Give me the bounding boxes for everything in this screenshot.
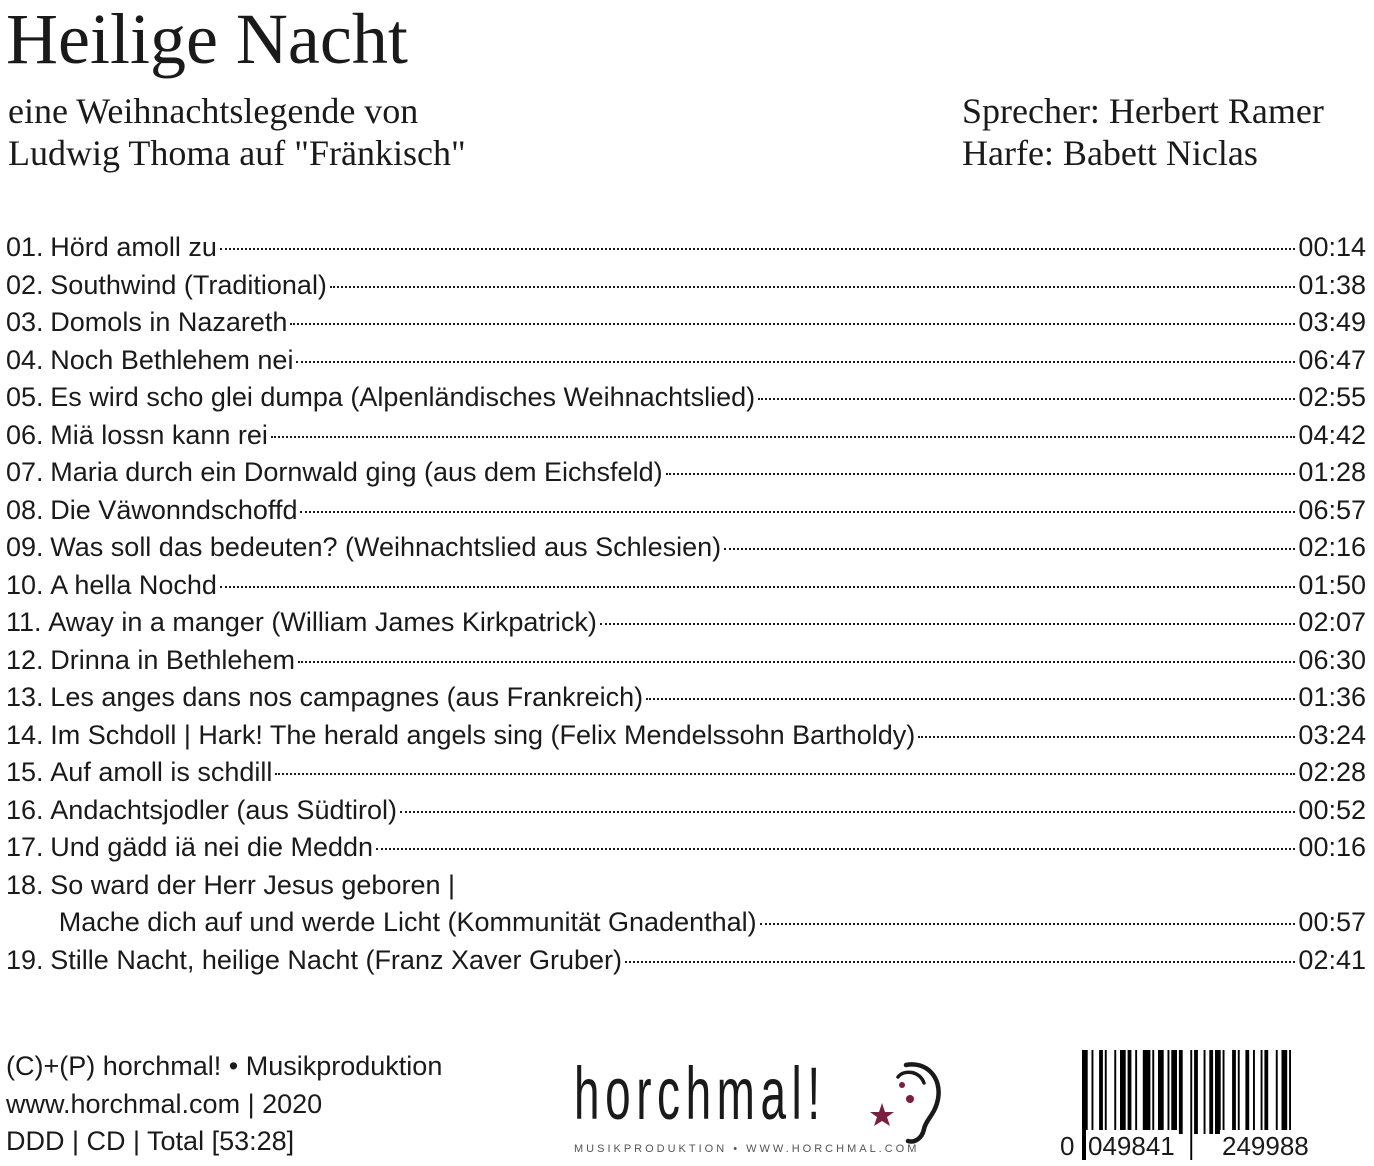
track-number: 15. bbox=[6, 757, 44, 787]
track-row bbox=[6, 267, 1366, 305]
dot-leader bbox=[330, 286, 1295, 288]
track-number: 19. bbox=[6, 944, 44, 975]
barcode-bar bbox=[1204, 1050, 1206, 1134]
barcode-bar bbox=[1264, 1050, 1268, 1134]
track-row bbox=[6, 417, 1366, 455]
track-row bbox=[6, 529, 1366, 567]
track-row bbox=[6, 229, 1366, 267]
track-number: 14. bbox=[6, 719, 44, 750]
track-duration: 03:49 bbox=[1298, 307, 1366, 337]
dot-leader bbox=[290, 323, 1295, 325]
barcode-bar bbox=[1282, 1050, 1288, 1134]
dot-leader bbox=[758, 398, 1295, 400]
track-row bbox=[6, 342, 1366, 380]
logo-wordmark: horchmal! bbox=[574, 1052, 826, 1135]
dot-leader bbox=[298, 661, 1295, 663]
barcode-bar bbox=[1168, 1050, 1170, 1134]
barcode-bar bbox=[1092, 1050, 1094, 1134]
track-row bbox=[6, 642, 1366, 680]
barcode-bar bbox=[1261, 1050, 1263, 1134]
track-number: 09. bbox=[6, 532, 44, 562]
track-number: 08. bbox=[6, 494, 44, 525]
track-title: Stille Nacht, heilige Nacht (Franz Xaver Gruber) bbox=[50, 944, 623, 975]
track-title: Maria durch ein Dornwald ging (aus dem Eichsfeld) bbox=[50, 457, 663, 487]
dot-leader bbox=[760, 923, 1296, 925]
track-number: 17. bbox=[6, 832, 44, 862]
barcode-left-group: 049841 bbox=[1088, 1131, 1175, 1161]
track-row bbox=[6, 379, 1366, 417]
barcode-bar bbox=[1276, 1050, 1278, 1134]
track-title: So ward der Herr Jesus geboren | bbox=[50, 869, 456, 900]
track-title: Noch Bethlehem nei bbox=[50, 344, 294, 375]
barcode bbox=[1060, 1050, 1366, 1162]
track-duration: 04:42 bbox=[1298, 419, 1366, 450]
dot-leader bbox=[271, 436, 1296, 438]
barcode-bar bbox=[1143, 1050, 1151, 1134]
dot-leader bbox=[600, 623, 1296, 625]
track-number: 16. bbox=[6, 794, 44, 825]
barcode-bar bbox=[1179, 1050, 1183, 1134]
track-title: Les anges dans nos campagnes (aus Frankreich) bbox=[50, 682, 644, 712]
logo-tagline: MUSIKPRODUKTION • WWW.HORCHMAL.COM bbox=[574, 1143, 920, 1155]
track-duration: 01:36 bbox=[1298, 682, 1366, 712]
track-title: Southwind (Traditional) bbox=[50, 269, 327, 300]
track-title: Hörd amoll zu bbox=[50, 232, 217, 262]
track-number: 10. bbox=[6, 569, 44, 600]
barcode-bar bbox=[1245, 1050, 1249, 1134]
track-number: 18. bbox=[6, 869, 44, 900]
barcode-bar bbox=[1120, 1050, 1126, 1134]
dot-leader bbox=[300, 511, 1295, 513]
barcode-right-group: 249988 bbox=[1222, 1131, 1309, 1161]
track-title: Es wird scho glei dumpa (Alpenländisches Weihnachtslied) bbox=[50, 382, 756, 412]
track-duration: 06:30 bbox=[1298, 644, 1366, 675]
dot-leader bbox=[625, 961, 1295, 963]
dot-leader bbox=[646, 698, 1295, 700]
speaker-credit: Sprecher: Herbert Ramer bbox=[962, 91, 1324, 131]
track-duration: 01:50 bbox=[1298, 569, 1366, 600]
barcode-first-digit: 0 bbox=[1060, 1131, 1075, 1161]
track-duration: 03:24 bbox=[1298, 719, 1366, 750]
track-duration: 01:28 bbox=[1298, 457, 1366, 487]
track-duration: 00:52 bbox=[1298, 794, 1366, 825]
track-row bbox=[6, 942, 1366, 980]
track-title: A hella Nochd bbox=[50, 569, 217, 600]
track-row bbox=[6, 829, 1366, 867]
track-number: 12. bbox=[6, 644, 44, 675]
barcode-bar bbox=[1158, 1050, 1164, 1134]
track-row bbox=[6, 604, 1366, 642]
dot-leader bbox=[666, 473, 1296, 475]
barcode-bar bbox=[1128, 1050, 1132, 1134]
track-row bbox=[6, 792, 1366, 830]
track-title: Die Väwonndschoffd bbox=[50, 494, 298, 525]
track-duration: 00:16 bbox=[1298, 832, 1366, 862]
track-duration: 02:55 bbox=[1298, 382, 1366, 412]
track-number: 04. bbox=[6, 344, 44, 375]
barcode-number bbox=[1060, 1130, 1366, 1162]
track-duration: 01:38 bbox=[1298, 269, 1366, 300]
dot-leader bbox=[220, 586, 1296, 588]
track-number: 01. bbox=[6, 232, 44, 262]
barcode-bar bbox=[1232, 1050, 1236, 1134]
barcode-bar bbox=[1135, 1050, 1137, 1134]
ear-with-star-icon bbox=[868, 1055, 948, 1145]
dot-leader bbox=[220, 248, 1296, 250]
track-row bbox=[6, 567, 1366, 605]
track-row bbox=[6, 304, 1366, 342]
track-duration: 02:07 bbox=[1298, 607, 1366, 637]
track-title-continuation: Mache dich auf und werde Licht (Kommunität Gnadenthal) bbox=[58, 907, 757, 937]
barcode-bar bbox=[1209, 1050, 1213, 1134]
track-row bbox=[6, 492, 1366, 530]
dot-leader bbox=[918, 736, 1295, 738]
track-title: Im Schdoll | Hark! The herald angels sing (Felix Mendelssohn Bartholdy) bbox=[50, 719, 916, 750]
track-duration: 02:41 bbox=[1298, 944, 1366, 975]
track-number: 07. bbox=[6, 457, 44, 487]
dot-leader bbox=[275, 773, 1295, 775]
website-line: www.horchmal.com | 2020 bbox=[6, 1089, 323, 1119]
track-number: 05. bbox=[6, 382, 44, 412]
barcode-bar bbox=[1114, 1050, 1116, 1134]
track-list bbox=[6, 229, 1366, 979]
track-duration: 06:47 bbox=[1298, 344, 1366, 375]
track-duration: 02:16 bbox=[1298, 532, 1366, 562]
dot-leader bbox=[400, 811, 1295, 813]
track-title: Auf amoll is schdill bbox=[50, 757, 273, 787]
dot-leader bbox=[376, 848, 1295, 850]
track-title: Away in a manger (William James Kirkpatrick) bbox=[48, 607, 597, 637]
track-row bbox=[6, 867, 1366, 905]
track-duration: 00:57 bbox=[1298, 907, 1366, 937]
barcode-bar bbox=[1215, 1050, 1221, 1134]
track-row bbox=[6, 454, 1366, 492]
barcode-bar bbox=[1171, 1050, 1177, 1134]
subtitle-line-1: eine Weihnachtslegende von bbox=[8, 91, 419, 131]
barcode-bar bbox=[1152, 1050, 1154, 1134]
track-title: Miä lossn kann rei bbox=[50, 419, 268, 450]
track-row bbox=[6, 679, 1366, 717]
track-title: Und gädd iä nei die Meddn bbox=[50, 832, 374, 862]
track-duration: 02:28 bbox=[1298, 757, 1366, 787]
track-title: Andachtsjodler (aus Südtirol) bbox=[50, 794, 397, 825]
barcode-bar bbox=[1238, 1050, 1240, 1134]
barcode-bar bbox=[1099, 1050, 1103, 1134]
track-duration: 00:14 bbox=[1298, 232, 1366, 262]
track-number: 11. bbox=[6, 607, 42, 637]
track-row bbox=[6, 754, 1366, 792]
harp-credit: Harfe: Babett Niclas bbox=[962, 133, 1258, 173]
barcode-bar bbox=[1105, 1050, 1107, 1134]
horchmal-logo bbox=[574, 1052, 954, 1165]
dot-leader bbox=[724, 548, 1295, 550]
track-title: Domols in Nazareth bbox=[50, 307, 288, 337]
album-title: Heilige Nacht bbox=[6, 0, 408, 79]
track-number: 02. bbox=[6, 269, 44, 300]
track-title: Was soll das bedeuten? (Weihnachtslied aus Schlesien) bbox=[50, 532, 722, 562]
barcode-bar bbox=[1194, 1050, 1198, 1134]
track-row bbox=[6, 717, 1366, 755]
copyright-line: (C)+(P) horchmal! • Musikproduktion bbox=[6, 1051, 443, 1081]
track-number: 06. bbox=[6, 419, 44, 450]
subtitle-line-2: Ludwig Thoma auf "Fränkisch" bbox=[8, 133, 466, 173]
barcode-bar bbox=[1253, 1050, 1255, 1134]
dot-leader bbox=[296, 361, 1295, 363]
track-row-continuation bbox=[6, 904, 1366, 942]
track-number: 03. bbox=[6, 307, 44, 337]
track-title: Drinna in Bethlehem bbox=[50, 644, 295, 675]
barcode-bar bbox=[1223, 1050, 1225, 1134]
track-number: 13. bbox=[6, 682, 44, 712]
format-line: DDD | CD | Total [53:28] bbox=[6, 1126, 295, 1156]
track-duration: 06:57 bbox=[1298, 494, 1366, 525]
